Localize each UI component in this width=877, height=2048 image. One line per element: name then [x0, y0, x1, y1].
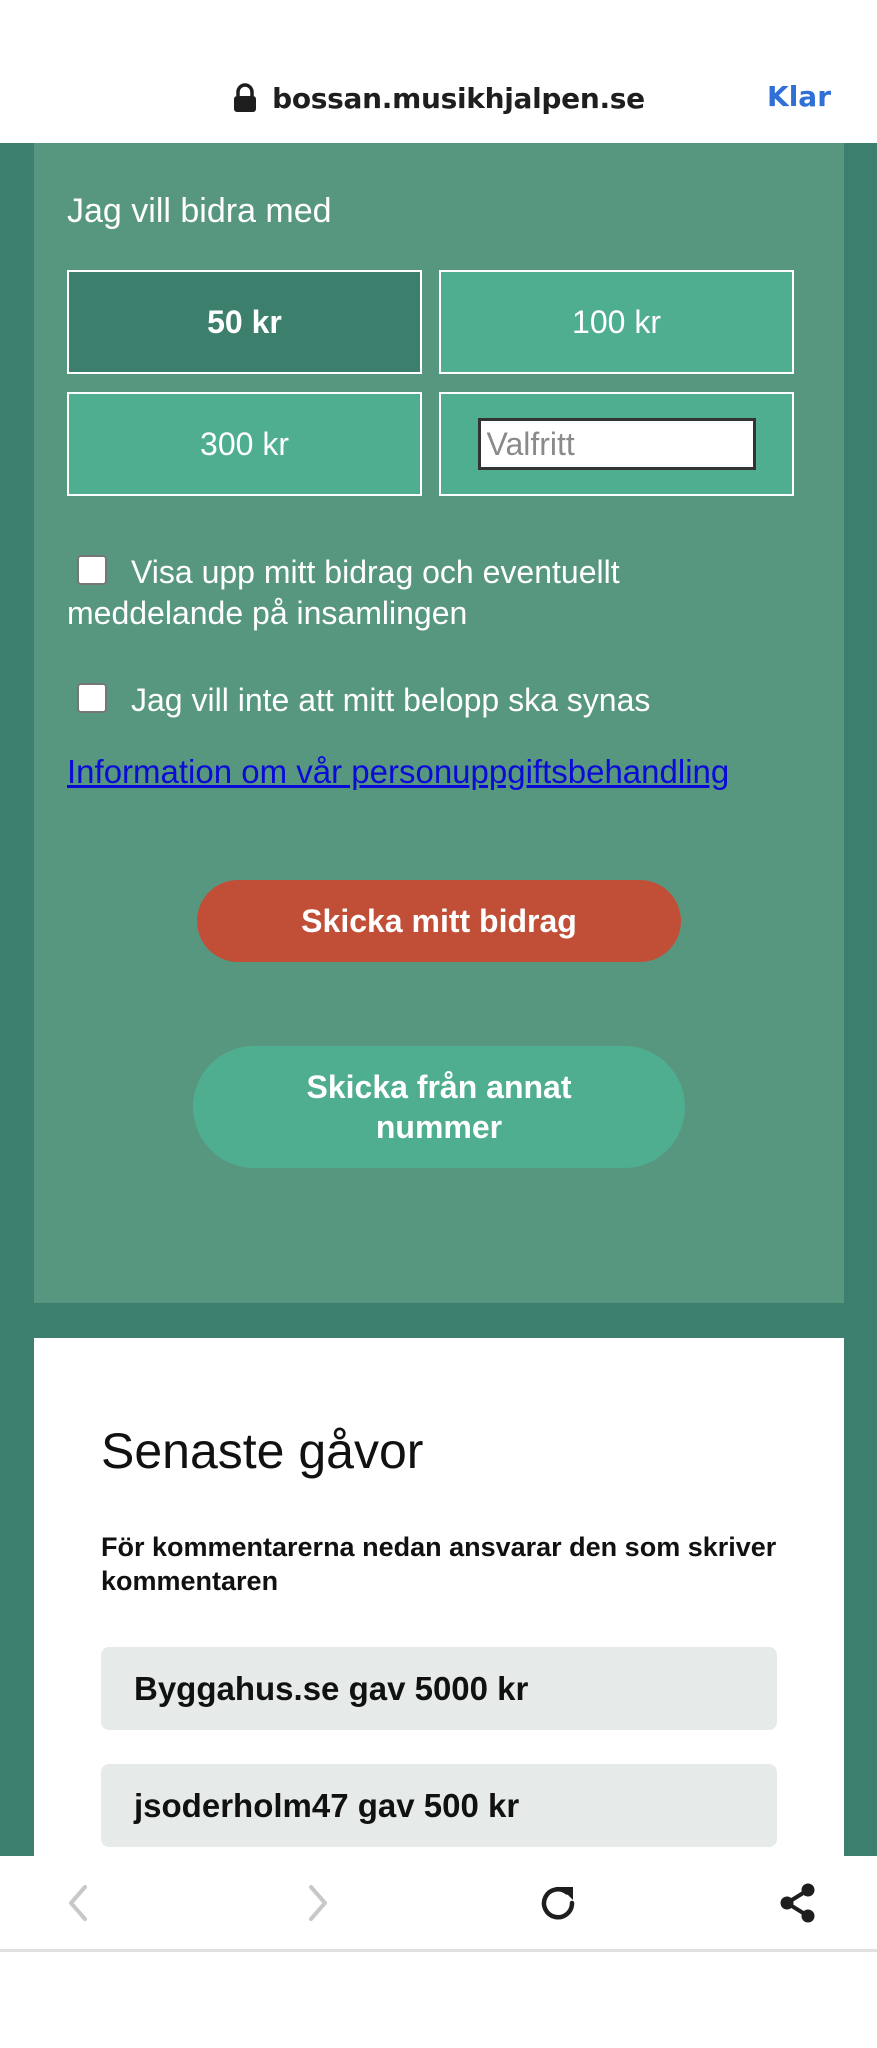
- show-contribution-label: Visa upp mitt bidrag och eventuellt meddelande på insamlingen: [67, 554, 620, 631]
- custom-amount-box: [439, 392, 794, 496]
- url-text: bossan.musikhjalpen.se: [272, 81, 645, 115]
- show-contribution-checkbox[interactable]: [77, 555, 107, 585]
- address-display[interactable]: [232, 82, 645, 115]
- show-contribution-option: [67, 552, 787, 634]
- chevron-left-icon[interactable]: [54, 1879, 102, 1927]
- comments-disclaimer: För kommentarerna nedan ansvarar den som skriver kommentaren: [101, 1532, 777, 1596]
- amount-300-button[interactable]: 300 kr: [67, 392, 422, 496]
- gift-list-item: Byggahus.se gav 5000 kr: [101, 1647, 777, 1730]
- hide-amount-checkbox[interactable]: [77, 683, 107, 713]
- contribute-heading: Jag vill bidra med: [67, 192, 332, 230]
- share-icon[interactable]: [774, 1879, 822, 1927]
- amount-100-button[interactable]: 100 kr: [439, 270, 794, 374]
- url-bar[interactable]: [0, 78, 877, 118]
- browser-top-bar: [0, 0, 877, 143]
- toolbar-divider: [0, 1949, 877, 1952]
- privacy-info-link[interactable]: Information om vår personuppgiftsbehandling: [67, 753, 730, 790]
- done-button[interactable]: Klar: [767, 80, 831, 113]
- lock-icon: [232, 83, 258, 113]
- send-contribution-button[interactable]: Skicka mitt bidrag: [197, 880, 681, 962]
- browser-bottom-toolbar: [0, 1856, 877, 2048]
- gift-list-item: jsoderholm47 gav 500 kr: [101, 1764, 777, 1847]
- amount-50-button[interactable]: 50 kr: [67, 270, 422, 374]
- custom-amount-input[interactable]: [478, 418, 756, 470]
- recent-gifts-title: Senaste gåvor: [101, 1423, 424, 1479]
- chevron-right-icon[interactable]: [294, 1879, 342, 1927]
- reload-icon[interactable]: [534, 1879, 582, 1927]
- send-from-other-number-button[interactable]: Skicka från annat nummer: [193, 1046, 685, 1168]
- hide-amount-option: [67, 680, 787, 721]
- hide-amount-label: Jag vill inte att mitt belopp ska synas: [131, 682, 651, 718]
